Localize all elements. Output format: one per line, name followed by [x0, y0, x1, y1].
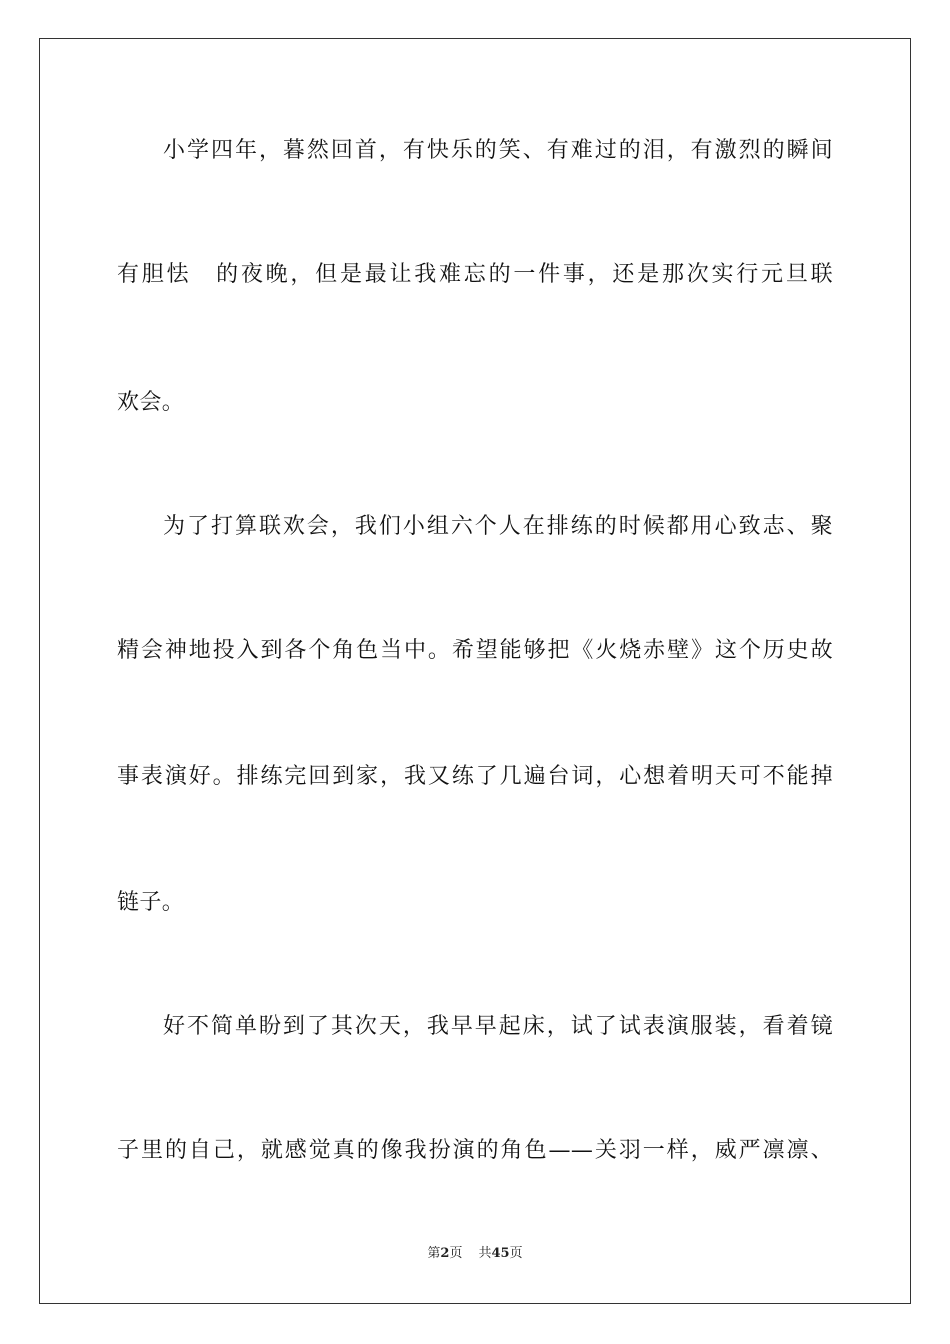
body-text-line: 事表演好。排练完回到家，我又练了几遍台词，心想着明天可不能掉	[117, 764, 833, 789]
body-text-line: 小学四年，暮然回首，有快乐的笑、有难过的泪，有激烈的瞬间	[163, 138, 833, 163]
body-text-line: 精会神地投入到各个角色当中。希望能够把《火烧赤壁》这个历史故	[117, 638, 833, 663]
body-text-line: 为了打算联欢会，我们小组六个人在排练的时候都用心致志、聚	[163, 514, 833, 539]
page-border	[39, 38, 911, 1304]
body-text-line: 欢会。	[117, 390, 185, 415]
footer-page-number: 2	[440, 1246, 450, 1261]
footer-page-prefix: 第	[427, 1246, 441, 1261]
footer-total-suffix: 页	[509, 1246, 523, 1261]
page-footer	[0, 1244, 950, 1264]
body-text-line: 子里的自己，就感觉真的像我扮演的角色——关羽一样，威严凛凛、	[117, 1138, 833, 1163]
footer-total-pages: 45	[491, 1246, 510, 1261]
body-text-line: 有胆怯 的夜晚，但是最让我难忘的一件事，还是那次实行元旦联	[117, 262, 833, 287]
footer-page-suffix: 页	[449, 1246, 463, 1261]
body-text-line: 好不简单盼到了其次天，我早早起床，试了试表演服装，看着镜	[163, 1014, 833, 1039]
body-text-line: 链子。	[117, 890, 185, 915]
footer-total-prefix: 共	[478, 1246, 492, 1261]
